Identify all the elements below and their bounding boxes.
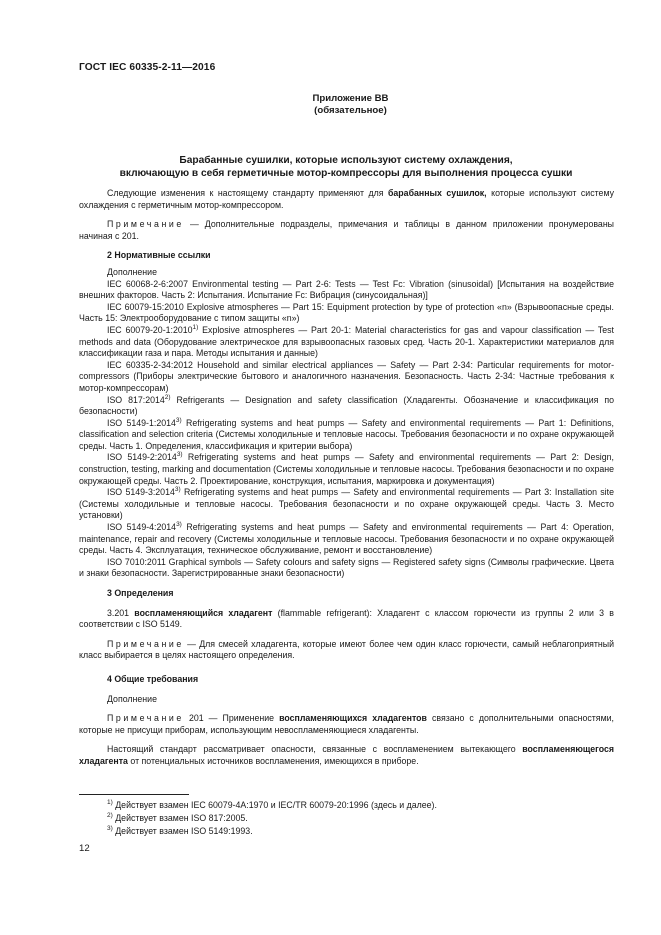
footnote-divider	[79, 794, 189, 795]
reference-title: Graphical symbols — Safety colours and safety signs — Registered safety signs (Символы графические. Цвета и знаки безопасности. Зарегистрированные знаки безопасности)	[79, 556, 614, 579]
footnote-mark: 3)	[107, 825, 113, 833]
annex-title: Приложение ВВ	[312, 93, 389, 104]
footnote-text: Действует взамен ISO 817:2005.	[112, 813, 248, 823]
section-2-heading: 2 Нормативные ссылки	[107, 250, 211, 261]
reference-code: IEC 60335-2-34:2012	[107, 359, 193, 370]
reference-title: Refrigerating systems and heat pumps — Safety and environmental requirements — Part 3: Installation site (Системы холодильные и тепловые насосы. Требования безопасности и по охране окружающей среды. Часть 3. Место установки)	[79, 487, 614, 521]
reference-code: ISO 5149-1:2014	[107, 417, 176, 428]
reference-code: ISO 5149-2:2014	[107, 452, 177, 463]
footnotes	[79, 794, 614, 838]
reference-title: Household and similar electrical appliances — Safety — Part 2-34: Particular requirements for motor-compressors (Приборы электрические бытового и аналогичного назначения. Безопасность. Часть 2-34: Частные требования к мотор-компрессорам)	[79, 359, 615, 393]
note-3	[79, 639, 614, 662]
footnote-mark: 1)	[107, 799, 113, 807]
definition-number: 3.201	[107, 607, 135, 618]
footnote-mark: 1)	[192, 324, 199, 332]
footnote-item	[79, 812, 614, 825]
reference-title: Explosive atmospheres — Part 20-1: Material characteristics for gas and vapour classification — Test methods and data (Оборудование электрическое для взрывоопасных газовых сред. Часть 20-1. Характеристики материалов для классификации газа и пара. Методы испытания и данные)	[79, 324, 615, 359]
footnote-mark: 3)	[175, 416, 182, 424]
reference-code: IEC 60079-20-1:2010	[107, 324, 193, 335]
reference-item	[79, 302, 614, 325]
reference-code: ISO 7010:2011	[107, 556, 166, 567]
reference-code: IEC 60068-2-6:2007	[107, 278, 188, 289]
section-4-heading: 4 Общие требования	[107, 673, 199, 684]
standard-header: ГОСТ IEC 60335-2-11—2016	[79, 62, 216, 73]
scope-term: воспламеняющегося хладагента	[79, 744, 614, 766]
footnote-mark: 2)	[164, 393, 171, 401]
document-title	[79, 154, 613, 180]
footnote-mark: 3)	[174, 486, 181, 494]
reference-title: Environmental testing — Part 2-6: Tests — Test Fc: Vibration (sinusoidal) [Испытания на воздействие внешних факторов. Часть 2: Испытания. Испытание Fc: Вибрация (синусоидальная)]	[79, 278, 614, 301]
note-text: — Для смесей хладагента, которые имеют более чем один класс горючести, самый неблагоприятный класс выбирается в целях настоящего определения.	[79, 638, 614, 661]
reference-item	[79, 522, 614, 557]
footnote-item	[79, 825, 614, 838]
note-1	[79, 219, 614, 242]
reference-item	[79, 557, 614, 580]
definition-term: воспламеняющийся хладагент	[134, 607, 273, 618]
scope-text-end: от потенциальных источников воспламенения, имеющихся в приборе.	[127, 755, 419, 766]
reference-code: ISO 5149-4:2014	[107, 522, 177, 533]
note-term: воспламеняющихся хладагентов	[279, 713, 427, 724]
note-number: 201 — Применение	[183, 713, 280, 724]
footnote-mark: 3)	[176, 451, 183, 459]
scope-paragraph	[79, 744, 614, 767]
normative-references-list	[79, 279, 614, 580]
reference-title: Explosive atmospheres — Part 15: Equipment protection by type of protection «n» (Взрывоопасные среды. Часть 15: Электрооборудование с типом защиты «n»)	[79, 301, 614, 324]
footnote-mark: 3)	[176, 521, 182, 529]
intro-term: барабанных сушилок,	[387, 188, 487, 198]
title-line-2: включающую в себя герметичные мотор-компрессоры для выполнения процесса сушки	[119, 168, 573, 179]
reference-item	[79, 395, 614, 418]
footnote-text: Действует взамен IEC 60079-4A:1970 и IEC/TR 60079-20:1996 (здесь и далее).	[112, 800, 437, 810]
definition-text: (flammable refrigerant): Хладагент с классом горючести из группы 2 или 3 в соответствии с ISO 5149.	[79, 607, 614, 630]
intro-text: Следующие изменения к настоящему стандарту применяют для	[107, 188, 388, 198]
definition-3-201	[79, 608, 614, 631]
footnote-list	[79, 799, 614, 838]
document-body	[79, 188, 614, 768]
reference-title: Refrigerating systems and heat pumps — Safety and environmental requirements — Part 2: Design, construction, testing, marking and documentation (Системы холодильные и тепловые насосы. Требования безопасности и по охране окружающей среды. Часть 2. Проектирование, конструкция, испытания, маркировка и документация)	[79, 452, 614, 486]
reference-item	[79, 418, 614, 453]
reference-item	[79, 360, 614, 395]
note-text: — Дополнительные подразделы, примечания и таблицы в данном приложении пронумерованы начиная с 201.	[79, 219, 614, 241]
reference-code: IEC 60079-15:2010	[107, 301, 184, 312]
intro-paragraph	[79, 188, 614, 211]
reference-code: ISO 817:2014	[107, 394, 165, 405]
reference-item	[79, 325, 614, 360]
reference-title: Refrigerating systems and heat pumps — Safety and environmental requirements — Part 4: Operation, maintenance, repair and recovery (Системы холодильные и тепловые насосы. Требования безопасности и по охране окружающей среды. Часть 4. Эксплуатация, техническое обслуживание, ремонт и восстановление)	[79, 522, 614, 556]
reference-title: Refrigerating systems and heat pumps — Safety and environmental requirements — Part 1: Definitions, classification and selection criteria (Системы холодильные и тепловые насосы. Требования безопасности и по охране окружающей среды. Часть 1. Определения, классификация и критерии выбора)	[79, 417, 614, 451]
annex-status: (обязательное)	[314, 105, 387, 116]
reference-item	[79, 452, 614, 487]
note-201	[79, 713, 614, 736]
note-label: Примечание	[107, 713, 184, 724]
scope-text: Настоящий стандарт рассматривает опасности, связанные с воспламенением вытекающего	[107, 744, 523, 755]
footnote-mark: 2)	[107, 812, 113, 820]
reference-code: ISO 5149-3:2014	[107, 487, 175, 498]
note-text: связано с дополнительными опасностями, которые не присущи приборам, использующим невоспламеняющиеся хладагенты.	[79, 713, 614, 735]
section-2-addition: Дополнение	[107, 266, 157, 277]
reference-item	[79, 279, 614, 302]
note-label: Примечание	[107, 638, 184, 649]
section-4-addition: Дополнение	[107, 693, 157, 704]
section-3-heading: 3 Определения	[107, 588, 174, 598]
footnote-text: Действует взамен ISO 5149:1993.	[112, 826, 253, 836]
reference-item	[79, 487, 614, 522]
intro-text-end: которые используют систему охлаждения с герметичным мотор-компрессором.	[79, 188, 614, 210]
annex-heading	[0, 93, 661, 117]
page-number: 12	[79, 843, 90, 854]
note-label: Примечание	[107, 219, 184, 230]
footnote-item	[79, 799, 614, 812]
title-line-1: Барабанные сушилки, которые используют систему охлаждения,	[179, 155, 513, 166]
reference-title: Refrigerants — Designation and safety classification (Хладагенты. Обозначение и классификация по безопасности)	[79, 394, 614, 417]
